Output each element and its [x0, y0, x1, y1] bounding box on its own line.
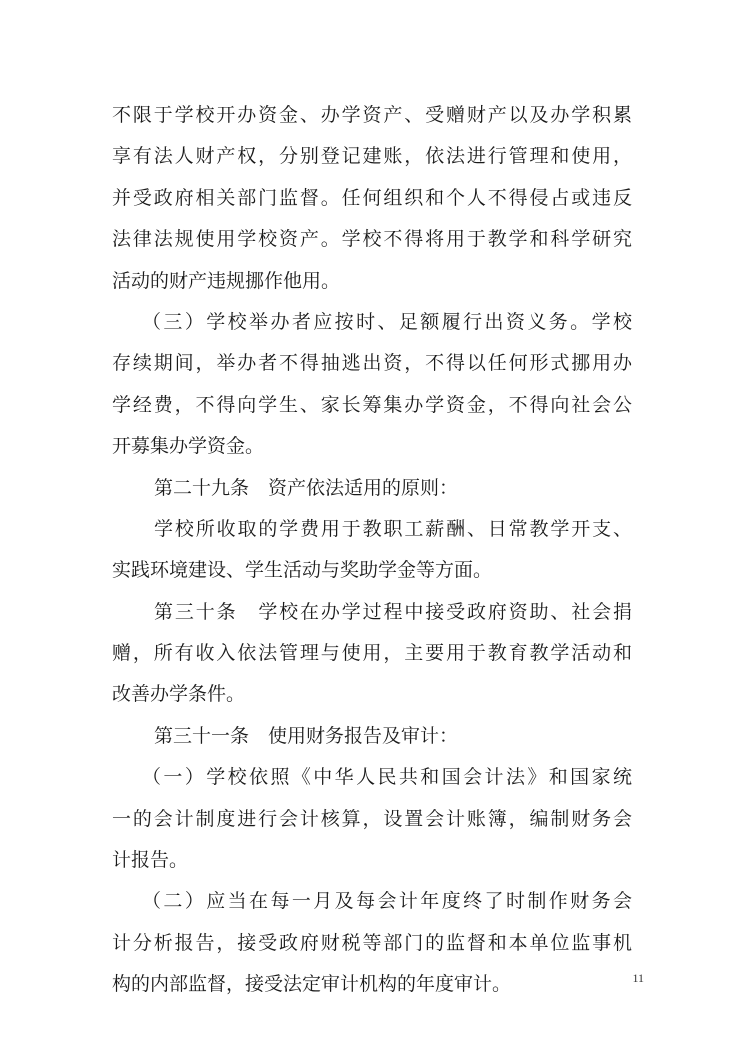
- text-line: （二）应当在每一月及每会计年度终了时制作财务会: [142, 890, 632, 913]
- text-line: （三）学校举办者应按时、足额履行出资义务。学校: [142, 310, 632, 333]
- text-line: 构的内部监督，接受法定审计机构的年度审计。: [112, 973, 512, 996]
- text-line: 并受政府相关部门监督。任何组织和个人不得侵占或违反: [112, 186, 632, 209]
- text-line: 实践环境建设、学生活动与奖助学金等方面。: [112, 559, 493, 582]
- text-line: 存续期间，举办者不得抽逃出资，不得以任何形式挪用办: [112, 352, 632, 375]
- text-line: 一的会计制度进行会计核算，设置会计账簿，编制财务会: [112, 807, 632, 830]
- text-line: 享有法人财产权，分别登记建账，依法进行管理和使用，: [112, 145, 632, 168]
- text-line: 不限于学校开办资金、办学资产、受赠财产以及办学积累: [112, 104, 632, 126]
- text-line: 第三十条 学校在办学过程中接受政府资助、社会捐: [154, 600, 632, 623]
- text-line: （一）学校依照《中华人民共和国会计法》和国家统: [142, 766, 632, 789]
- text-line: 赠，所有收入依法管理与使用，主要用于教育教学活动和: [112, 642, 632, 665]
- text-line: 学经费，不得向学生、家长筹集办学资金，不得向社会公: [112, 393, 632, 416]
- body-text: [112, 95, 632, 1006]
- page-number: 11: [632, 971, 644, 985]
- text-line: 改善办学条件。: [112, 683, 246, 706]
- text-line: 活动的财产违规挪作他用。: [112, 269, 341, 292]
- article-heading: 第二十九条 资产依法适用的原则：: [154, 476, 459, 499]
- text-line: 计分析报告，接受政府财税等部门的监督和本单位监事机: [112, 931, 632, 954]
- text-line: 开募集办学资金。: [112, 435, 265, 458]
- text-line: 学校所收取的学费用于教职工薪酬、日常教学开支、: [154, 517, 632, 540]
- text-line: 法律法规使用学校资产。学校不得将用于教学和科学研究: [112, 228, 632, 251]
- text-line: 计报告。: [112, 849, 189, 872]
- article-heading: 第三十一条 使用财务报告及审计：: [154, 724, 459, 747]
